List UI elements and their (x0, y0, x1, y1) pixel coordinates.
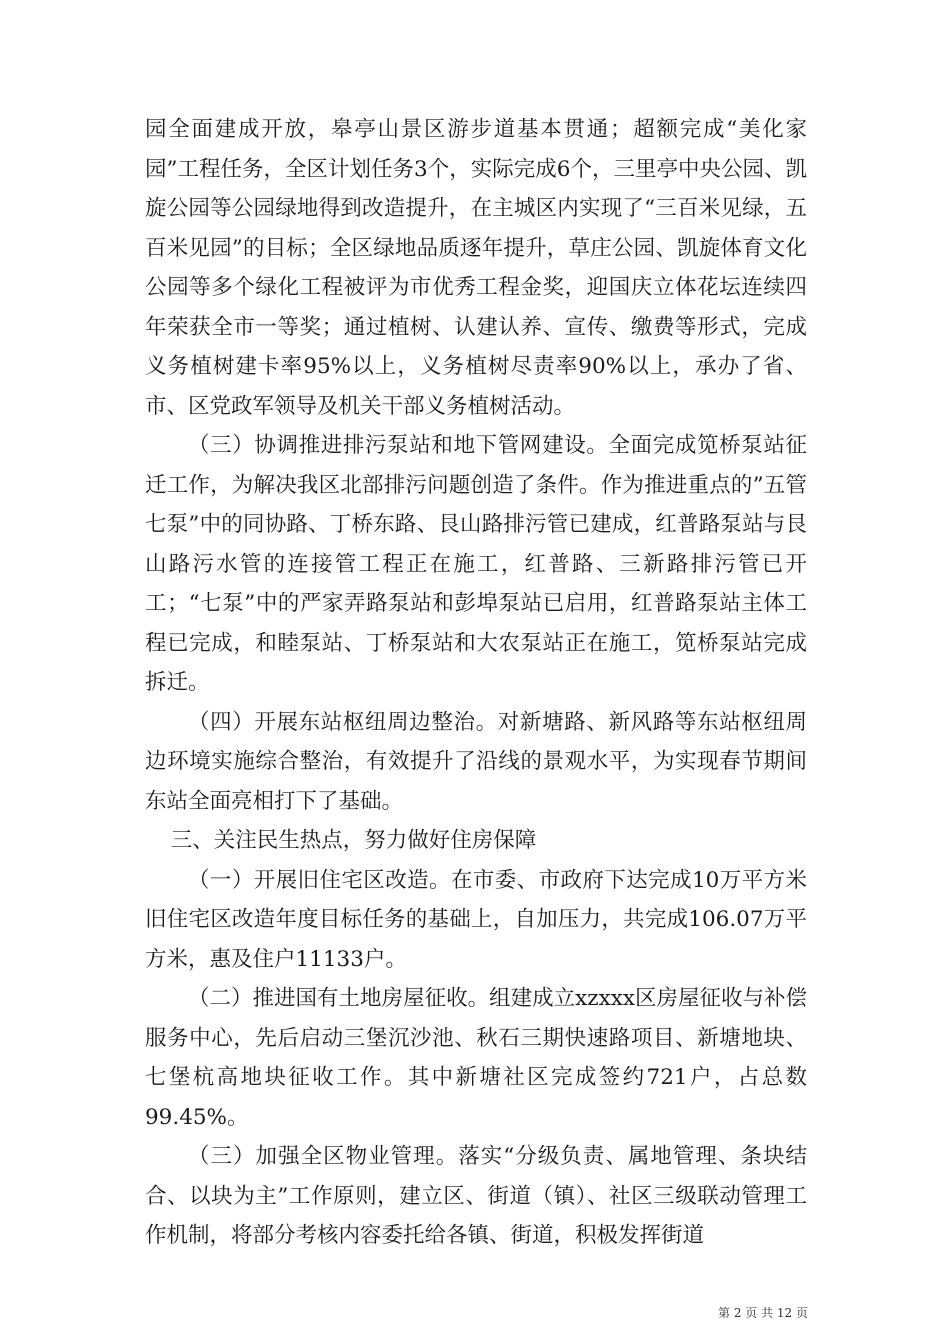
paragraph-property-management: （三）加强全区物业管理。落实“分级负责、属地管理、条块结合、以块为主”工作原则，建立区、街道（镇）、社区三级联动管理工作机制，将部分考核内容委托给各镇、街道，积极发挥街道 (145, 1144, 807, 1248)
paragraph-old-residential: （一）开展旧住宅区改造。在市委、市政府下达完成10万平方米旧住宅区改造年度目标任务的基础上，自加压力，共完成106.07万平方米，惠及住户11133户。 (145, 867, 807, 972)
paragraph-east-station: （四）开展东站枢纽周边整治。对新塘路、新风路等东站枢纽周边环境实施综合整治，有效提升了沿线的景观水平，为实现春节期间东站全面亮相打下了基础。 (145, 709, 807, 814)
page-number-footer: 第 2 页 共 12 页 (718, 1306, 808, 1320)
paragraph-greening: 园全面建成开放，皋亭山景区游步道基本贯通；超额完成“美化家园”工程任务，全区计划任务3个，实际完成6个，三里亭中央公园、凯旋公园等公园绿地得到改造提升，在主城区内实现了“三百米见绿，五百米见园”的目标；全区绿地品质逐年提升，草庄公园、凯旋体育文化公园等多个绿化工程被评为市优秀工程金奖，迎国庆立体花坛连续四年荣获全市一等奖；通过植树、认建认养、宣传、缴费等形式，完成义务植树建卡率95%以上，义务植树尽责率90%以上，承办了省、市、区党政军领导及机关干部义务植树活动。 (145, 117, 807, 419)
paragraph-expropriation: （二）推进国有土地房屋征收。组建成立xzxxx区房屋征收与补偿服务中心，先后启动三堡沉沙池、秋石三期快速路项目、新塘地块、七堡杭高地块征收工作。其中新塘社区完成签约721户，占总数99.45%。 (145, 986, 807, 1130)
section-heading-housing: 三、关注民生热点，努力做好住房保障 (170, 828, 537, 853)
document-body (145, 110, 807, 1256)
paragraph-sewage-network: （三）协调推进排污泵站和地下管网建设。全面完成笕桥泵站征迁工作，为解决我区北部排污问题创造了条件。作为推进重点的”五管七泵”中的同协路、丁桥东路、艮山路排污管已建成，红普路泵站与艮山路污水管的连接管工程正在施工，红普路、三新路排污管已开工；“七泵”中的严家弄路泵站和彭埠泵站已启用，红普路泵站主体工程已完成，和睦泵站、丁桥泵站和大农泵站正在施工，笕桥泵站完成拆迁。 (145, 433, 807, 695)
